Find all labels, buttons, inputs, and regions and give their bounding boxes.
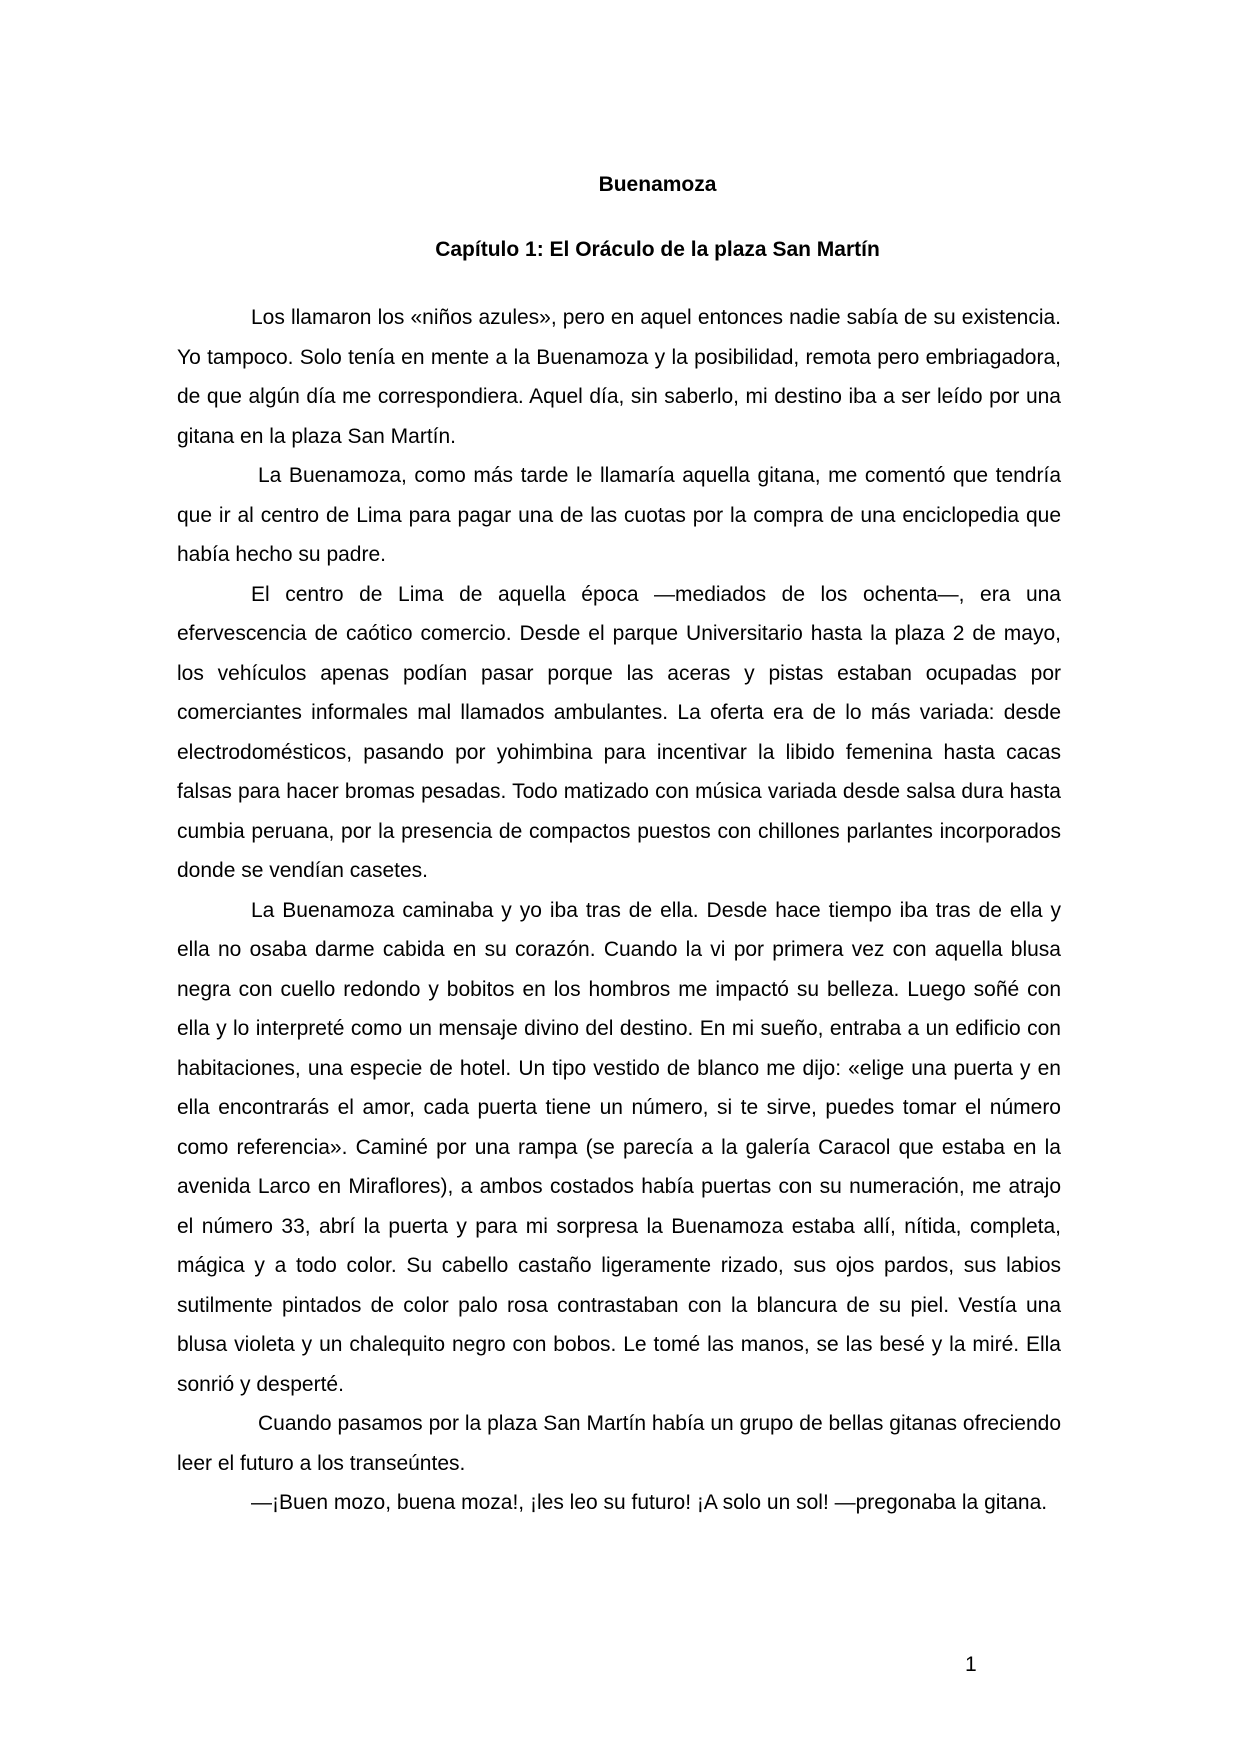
paragraph: El centro de Lima de aquella época —mediados de los ochenta—, era una efervescencia de caótico comercio. Desde el parque Universitario hasta la plaza 2 de mayo, los vehículos apenas podían pasar porque las aceras y pistas estaban ocupadas por comerciantes informales mal llamados ambulantes. La oferta era de lo más variada: desde electrodomésticos, pasando por yohimbina para incentivar la libido femenina hasta cacas falsas para hacer bromas pesadas. Todo matizado con música variada desde salsa dura hasta cumbia peruana, por la presencia de compactos puestos con chillones parlantes incorporados donde se vendían casetes.: [177, 582, 1061, 882]
paragraph: Cuando pasamos por la plaza San Martín había un grupo de bellas gitanas ofreciendo leer el futuro a los transeúntes.: [177, 1412, 1061, 1475]
page-number: 1: [965, 1653, 977, 1676]
chapter-title: Capítulo 1: El Oráculo de la plaza San Martín: [435, 238, 880, 261]
chapter-body: [177, 298, 1061, 1523]
paragraph: La Buenamoza caminaba y yo iba tras de ella. Desde hace tiempo iba tras de ella y ella no osaba darme cabida en su corazón. Cuando la vi por primera vez con aquella blusa negra con cuello redondo y bobitos en los hombros me impactó su belleza. Luego soñé con ella y lo interpreté como un mensaje divino del destino. En mi sueño, entraba a un edificio con habitaciones, una especie de hotel. Un tipo vestido de blanco me dijo: «elige una puerta y en ella encontrarás el amor, cada puerta tiene un número, si te sirve, puedes tomar el número como referencia». Caminé por una rampa (se parecía a la galería Caracol que estaba en la avenida Larco en Miraflores), a ambos costados había puertas con su numeración, me atrajo el número 33, abrí la puerta y para mi sorpresa la Buenamoza estaba allí, nítida, completa, mágica y a todo color. Su cabello castaño ligeramente rizado, sus ojos pardos, sus labios sutilmente pintados de color palo rosa contrastaban con la blancura de su piel. Vestía una blusa violeta y un chalequito negro con bobos. Le tomé las manos, se las besé y la miré. Ella sonrió y desperté.: [177, 898, 1061, 1396]
paragraph: Los llamaron los «niños azules», pero en aquel entonces nadie sabía de su existencia. Yo tampoco. Solo tenía en mente a la Buenamoza y la posibilidad, remota pero embriagadora, de que algún día me correspondiera. Aquel día, sin saberlo, mi destino iba a ser leído por una gitana en la plaza San Martín.: [177, 306, 1061, 448]
paragraph: La Buenamoza, como más tarde le llamaría aquella gitana, me comentó que tendría que ir al centro de Lima para pagar una de las cuotas por la compra de una enciclopedia que había hecho su padre.: [177, 464, 1061, 566]
dialogue-paragraph: —¡Buen mozo, buena moza!, ¡les leo su futuro! ¡A solo un sol! —pregonaba la gitana.: [251, 1491, 1048, 1514]
book-title: Buenamoza: [598, 173, 717, 196]
